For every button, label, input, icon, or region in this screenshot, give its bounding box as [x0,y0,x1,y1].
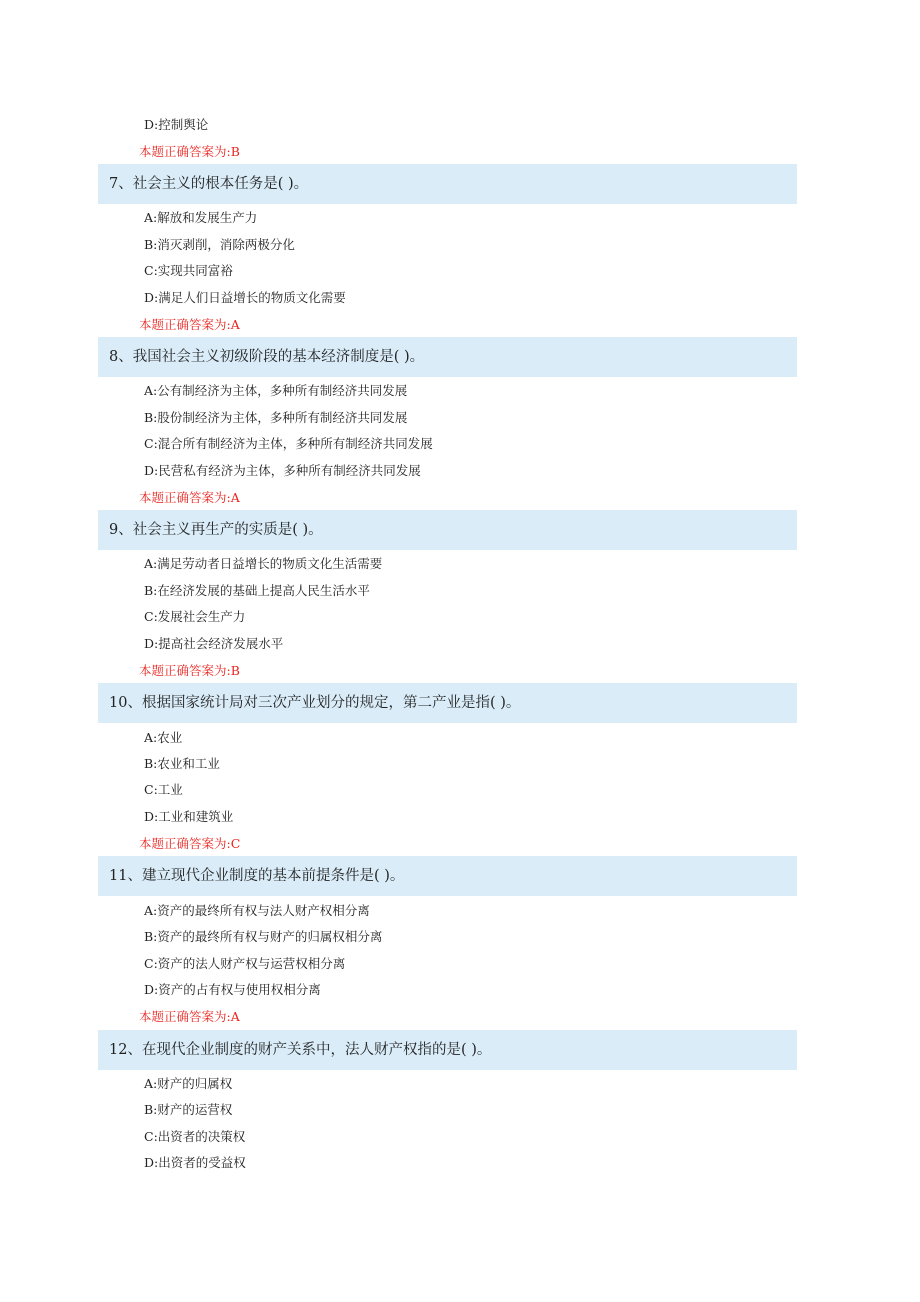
correct-answer: 本题正确答案为:A [139,317,240,332]
option-d: D:提高社会经济发展水平 [144,636,284,651]
option-c: C:实现共同富裕 [144,263,233,278]
question-header [98,510,797,550]
question-title: 8、我国社会主义初级阶段的基本经济制度是( )。 [109,349,425,365]
option-d: D:资产的占有权与使用权相分离 [144,982,321,997]
option-b: B:股份制经济为主体，多种所有制经济共同发展 [144,410,408,425]
option-d: D:满足人们日益增长的物质文化需要 [144,290,346,305]
option-c: C:发展社会生产力 [144,609,246,624]
option-c: C:混合所有制经济为主体，多种所有制经济共同发展 [144,436,433,451]
question-title: 10、根据国家统计局对三次产业划分的规定，第二产业是指( )。 [109,695,521,711]
option-c: C:工业 [144,782,183,797]
question-header [98,856,797,896]
question-header [98,337,797,377]
option-a: A:农业 [144,730,183,745]
option-a: A:解放和发展生产力 [144,210,258,225]
option-b: B:农业和工业 [144,756,220,771]
correct-answer: 本题正确答案为:B [139,663,240,678]
option-c: C:出资者的决策权 [144,1129,246,1144]
correct-answer: 本题正确答案为:C [139,836,241,851]
question-header [98,683,797,723]
option-d: D:出资者的受益权 [144,1155,246,1170]
correct-answer: 本题正确答案为:A [139,1009,240,1024]
question-title: 12、在现代企业制度的财产关系中，法人财产权指的是( )。 [109,1042,492,1058]
option-b: B:财产的运营权 [144,1102,233,1117]
option-a: A:财产的归属权 [144,1076,233,1091]
option-a: A:满足劳动者日益增长的物质文化生活需要 [144,556,383,571]
correct-answer: 本题正确答案为:A [139,490,240,505]
lead-answer: 本题正确答案为:B [139,144,240,159]
question-header [98,164,797,204]
option-d: D:民营私有经济为主体，多种所有制经济共同发展 [144,463,421,478]
question-title: 7、社会主义的根本任务是( )。 [109,176,309,192]
question-header [98,1030,797,1070]
option-a: A:资产的最终所有权与法人财产权相分离 [144,903,370,918]
question-title: 9、社会主义再生产的实质是( )。 [109,522,323,538]
option-b: B:消灭剥削，消除两极分化 [144,237,295,252]
option-d: D:工业和建筑业 [144,809,234,824]
option-a: A:公有制经济为主体，多种所有制经济共同发展 [144,383,408,398]
option-b: B:资产的最终所有权与财产的归属权相分离 [144,929,383,944]
option-c: C:资产的法人财产权与运营权相分离 [144,956,346,971]
question-title: 11、建立现代企业制度的基本前提条件是( )。 [109,868,405,884]
lead-option-d: D:控制舆论 [144,117,209,132]
option-b: B:在经济发展的基础上提高人民生活水平 [144,583,370,598]
